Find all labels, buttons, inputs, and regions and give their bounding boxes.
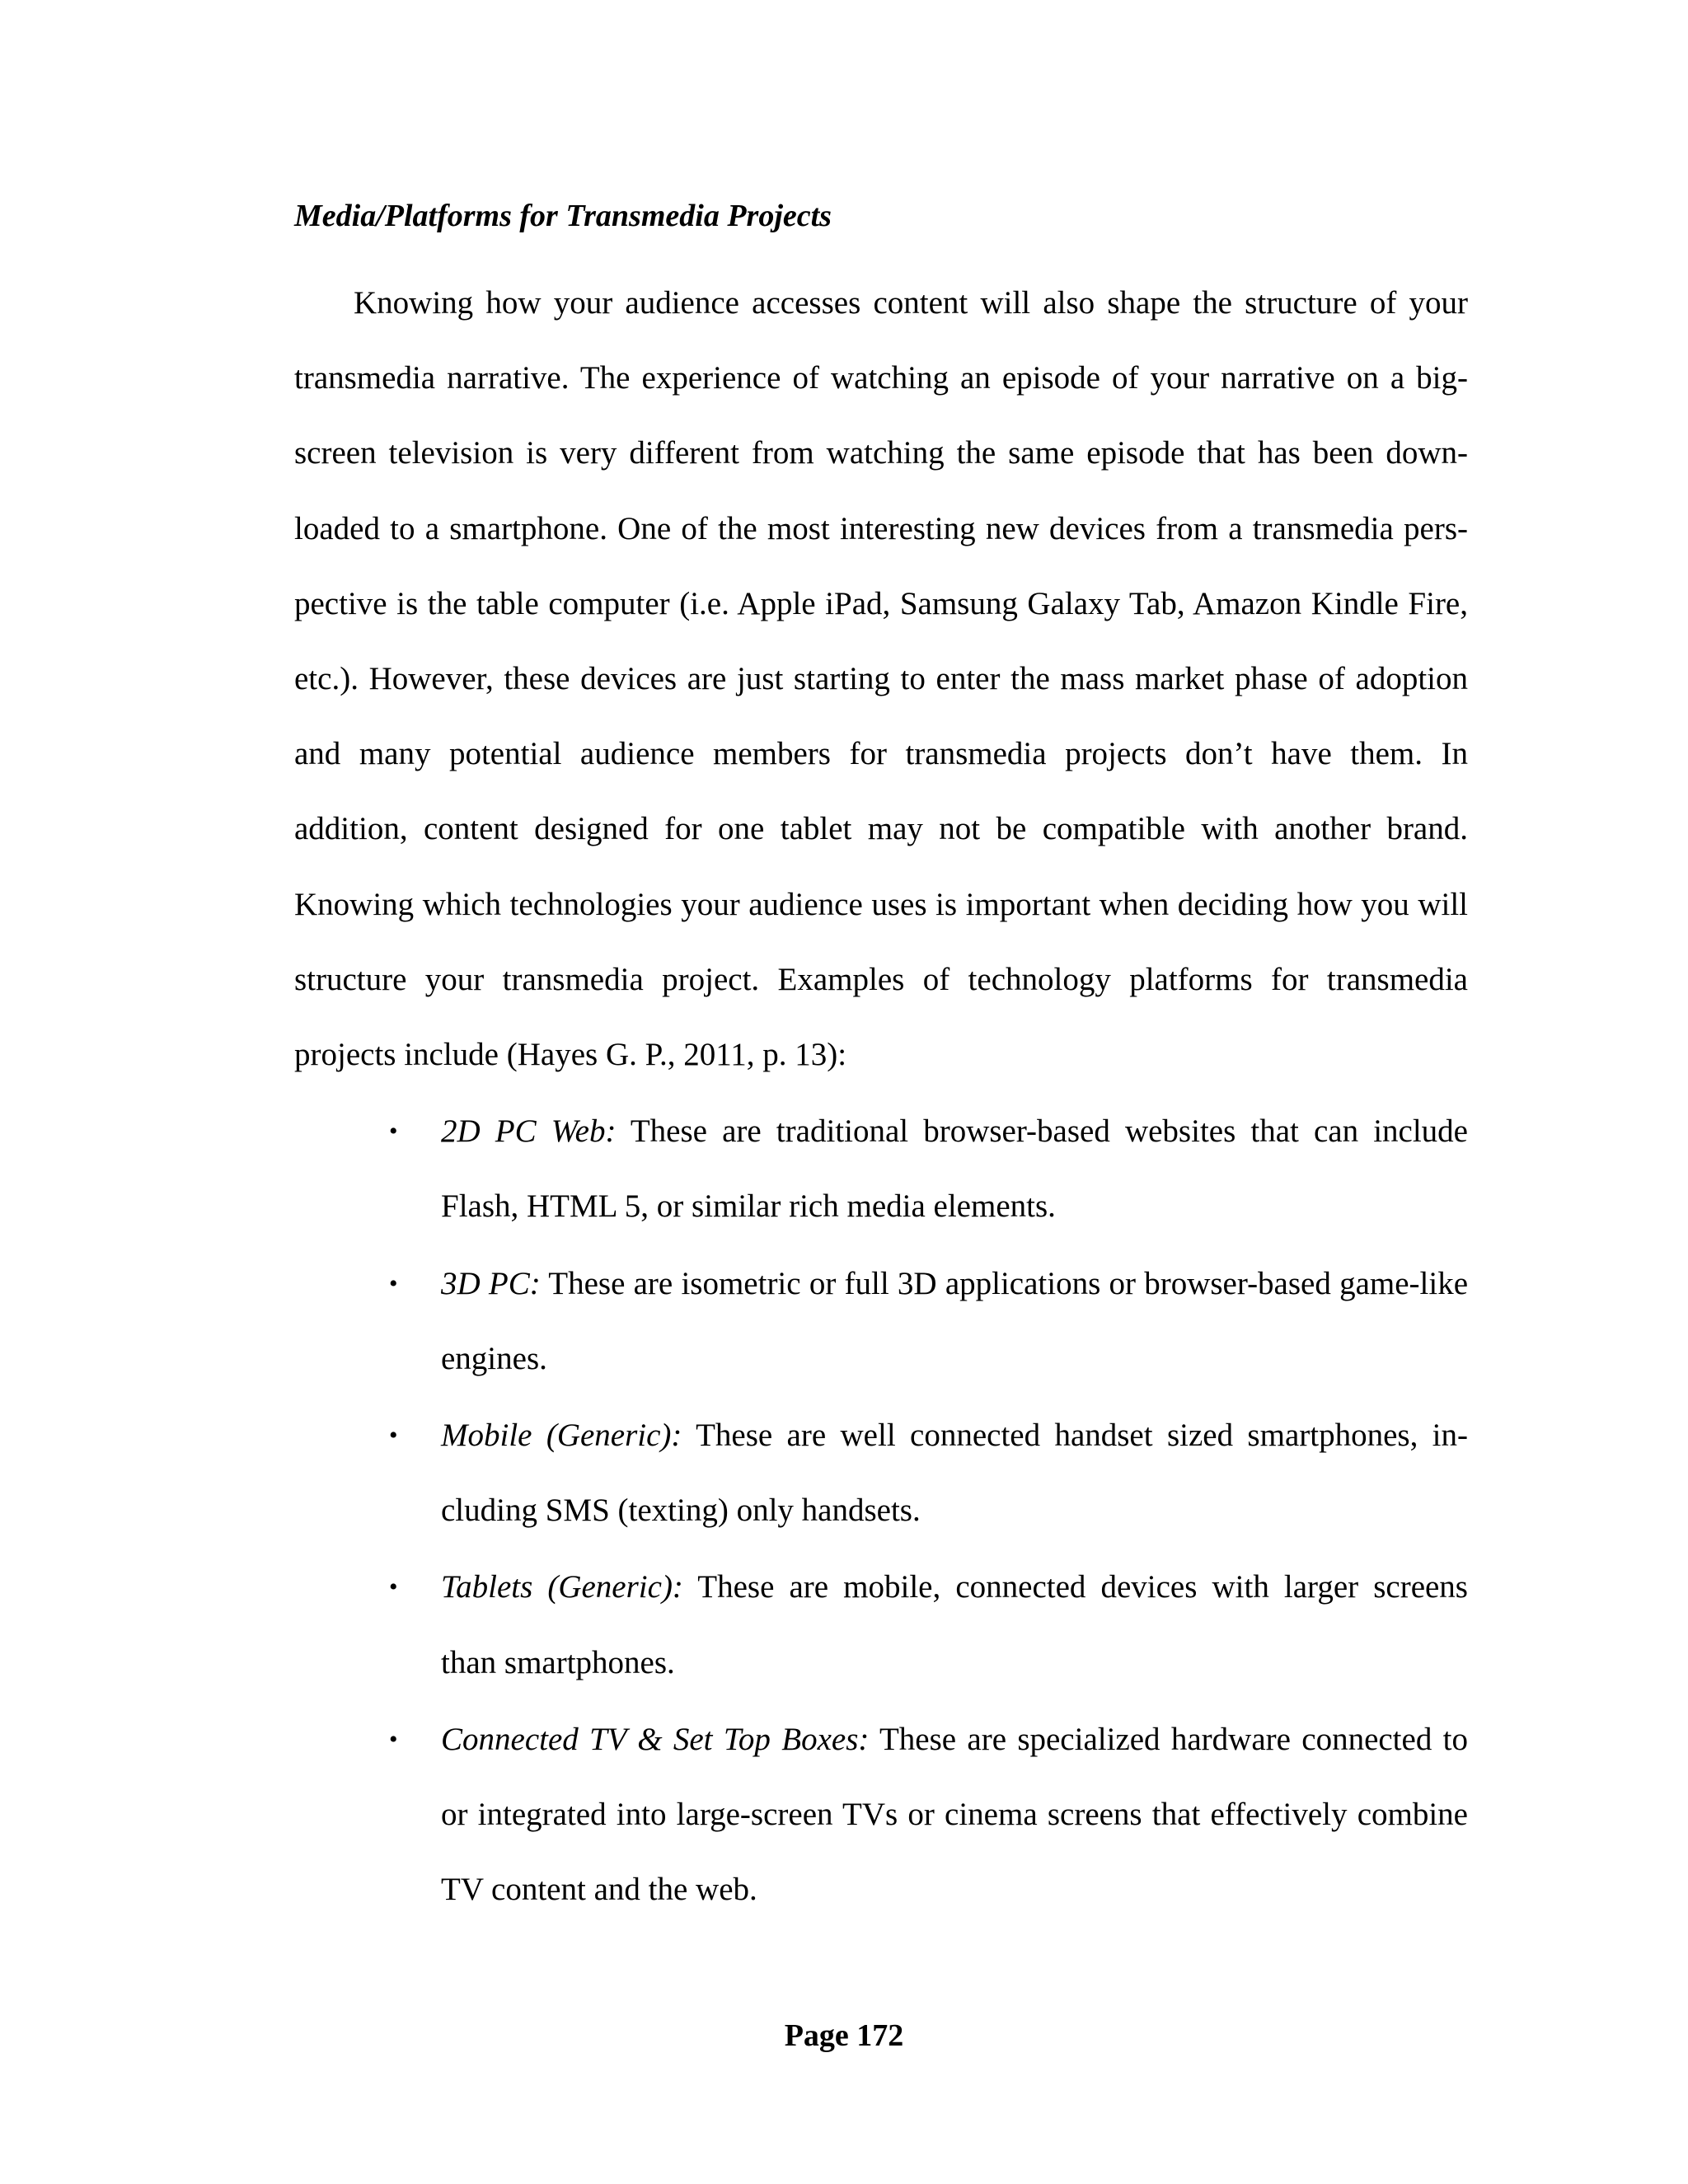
list-item: [294, 1702, 1468, 1928]
platform-description: These are specialized hardware connected to or integrated into large-screen TVs or cinema screens that effectively combine TV content and the web.: [441, 1721, 1468, 1908]
platform-term: Mobile (Generic):: [441, 1418, 682, 1454]
platform-term: 3D PC:: [441, 1265, 541, 1301]
platform-list: [294, 1094, 1468, 1927]
page-number: Page 172: [784, 2018, 904, 2053]
platform-term: Tablets (Generic):: [441, 1569, 683, 1605]
bullet-icon: •: [389, 1269, 398, 1297]
platform-description: These are well connected handset sized smartphones, in-cluding SMS (texting) only handsets.: [441, 1418, 1468, 1529]
platform-term: Connected TV & Set Top Boxes:: [441, 1721, 870, 1757]
list-item: [294, 1094, 1468, 1244]
platform-description: These are isometric or full 3D applications or browser-based game-like engines.: [441, 1265, 1469, 1376]
platform-description: These are mobile, connected devices with larger screens than smartphones.: [441, 1569, 1468, 1680]
platform-term: 2D PC Web:: [441, 1113, 617, 1150]
list-item: [294, 1246, 1468, 1396]
bullet-icon: •: [389, 1118, 398, 1146]
list-item: [294, 1398, 1468, 1548]
page-content: [294, 191, 1468, 1927]
list-item: [294, 1549, 1468, 1699]
bullet-icon: •: [389, 1573, 398, 1601]
bullet-icon: •: [389, 1422, 398, 1450]
section-heading: Media/Platforms for Transmedia Projects: [294, 199, 832, 233]
platform-description: These are traditional browser-based websites that can include Flash, HTML 5, or similar rich media elements.: [441, 1113, 1468, 1225]
bullet-icon: •: [389, 1725, 398, 1753]
intro-paragraph: Knowing how your audience accesses content will also shape the structure of your transmedia narrative. The experience of watching an episode of your narrative on a big-screen television is very different from watching the same episode that has been down-loaded to a smartphone. One of the most interesting new devices from a transmedia pers-pective is the table computer (i.e. Apple iPad, Samsung Galaxy Tab, Amazon Kindle Fire, etc.). However, these devices are just starting to enter the mass market phase of adoption and many potential audience members for transmedia projects don’t have them. In addition, content designed for one tablet may not be compatible with another brand. Knowing which technologies your audience uses is important when deciding how you will structure your transmedia project. Examples of technology platforms for transmedia projects include (Hayes G. P., 2011, p. 13):: [294, 285, 1468, 1073]
